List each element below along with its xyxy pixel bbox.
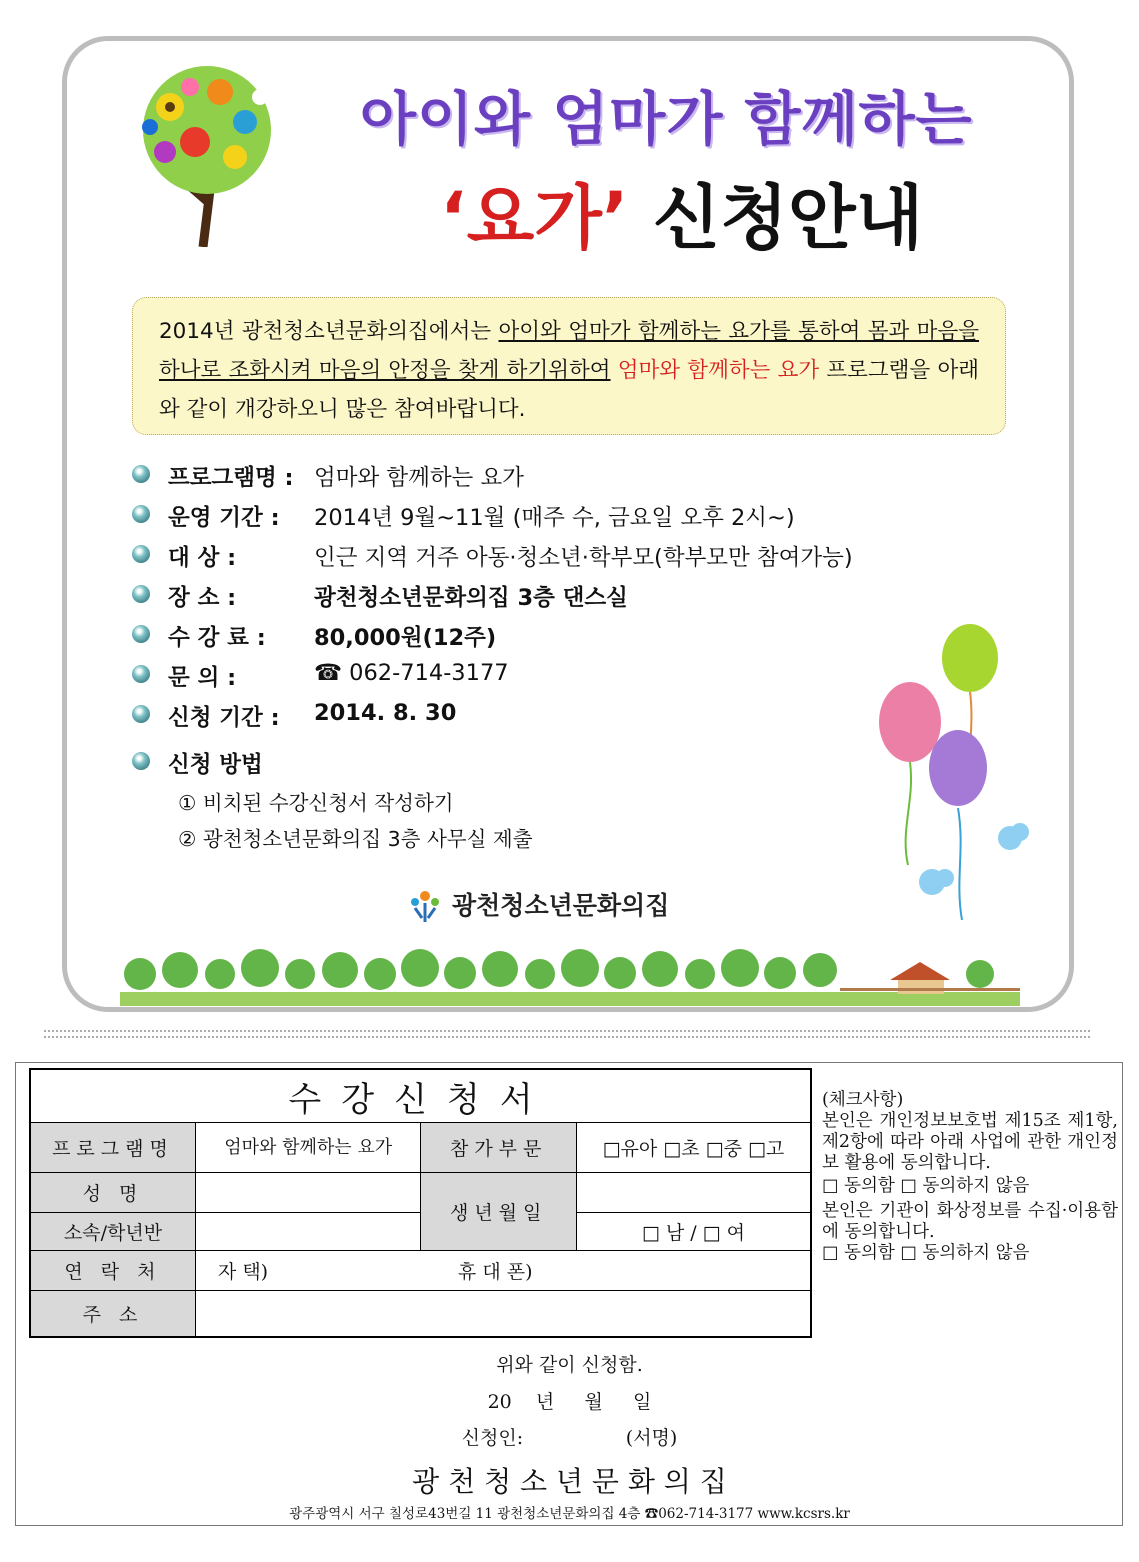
info-value: 엄마와 함께하는 요가 <box>314 465 524 491</box>
bullet-icon <box>132 585 150 603</box>
applicant-line: 신청인: (서명) <box>461 1427 678 1449</box>
intro-red-text: 엄마와 함께하는 요가 <box>610 358 820 383</box>
bullet-icon <box>132 665 150 683</box>
division-options[interactable]: □유아 □초 □중 □고 <box>576 1123 811 1173</box>
info-label: 장 소 : <box>168 585 237 611</box>
bullet-icon <box>132 705 150 723</box>
bullet-icon <box>132 545 150 563</box>
program-value: 엄마와 함께하는 요가 <box>195 1123 421 1173</box>
info-value: 광천청소년문화의집 3층 댄스실 <box>314 585 628 611</box>
info-label: 문 의 : <box>168 665 237 691</box>
division-label: 참가부문 <box>421 1123 576 1173</box>
intro-underline-text: 아이와 엄마가 함께하는 요가를 통하여 몸과 마음을 하나로 조화시켜 마음의 안정을 찾게 하기위하여 <box>159 319 979 383</box>
consent-text-2: 본인은 기관이 화상정보를 수집·이용함에 동의합니다. <box>822 1201 1118 1242</box>
flower-tree-illustration <box>125 62 290 247</box>
school-label: 소속/학년반 <box>30 1213 195 1251</box>
intro-box <box>132 297 1006 435</box>
info-value: 80,000원(12주) <box>314 625 497 651</box>
consent-checklist <box>822 1090 1118 1264</box>
checklist-heading: (체크사항) <box>822 1090 904 1110</box>
contact-label: 연 락 처 <box>30 1251 195 1291</box>
info-value: ☎ 062-714-3177 <box>314 660 509 686</box>
org-logo-text: 광천청소년문화의집 <box>452 891 670 920</box>
org-logo-icon <box>410 890 440 924</box>
application-form-table <box>29 1068 812 1338</box>
info-label: 프로그램명 : <box>168 465 294 491</box>
intro-text: 2014년 광천청소년문화의집에서는 <box>159 319 499 344</box>
info-label: 신청 방법 <box>168 752 263 778</box>
bullet-icon <box>132 465 150 483</box>
trees-landscape-illustration <box>120 940 1020 1006</box>
program-label: 프로그램명 <box>30 1123 195 1173</box>
birth-field[interactable] <box>576 1173 811 1213</box>
org-logo <box>410 886 669 924</box>
address-label: 주 소 <box>30 1291 195 1337</box>
gender-options[interactable]: □ 남 / □ 여 <box>576 1213 811 1251</box>
step-item: ② 광천청소년문화의집 3층 사무실 제출 <box>178 827 533 851</box>
step-item: ① 비치된 수강신청서 작성하기 <box>178 791 454 815</box>
name-label: 성 명 <box>30 1173 195 1213</box>
info-value: 2014년 9월~11월 (매주 수, 금요일 오후 2시~) <box>314 505 795 531</box>
school-field[interactable] <box>195 1213 421 1251</box>
consent-options-2[interactable]: □ 동의함 □ 동의하지 않음 <box>822 1243 1030 1263</box>
bullet-icon <box>132 625 150 643</box>
info-label: 수 강 료 : <box>168 625 266 651</box>
info-value: 2014. 8. 30 <box>314 700 457 726</box>
address-footer: 광주광역시 서구 칠성로43번길 11 광천청소년문화의집 4층 ☎062-714-3177 www.kcsrs.kr <box>289 1506 850 1522</box>
title-yoga: ‘요가’ <box>440 177 629 259</box>
info-label: 대 상 : <box>168 545 237 571</box>
intro-end-text: 프로그램을 아래와 같이 개강하오니 많은 참여바랍니다. <box>159 358 979 422</box>
name-field[interactable] <box>195 1173 421 1213</box>
apply-statement: 위와 같이 신청함. <box>496 1354 643 1376</box>
balloons-illustration <box>870 620 1030 930</box>
info-label: 운영 기간 : <box>168 505 280 531</box>
page-title-line2 <box>440 162 923 263</box>
title-rest: 신청안내 <box>628 177 924 259</box>
cut-line-divider <box>44 1030 1090 1038</box>
info-value: 인근 지역 거주 아동·청소년·학부모(학부모만 참여가능) <box>314 545 853 571</box>
address-field[interactable] <box>195 1291 811 1337</box>
form-title: 수강신청서 <box>30 1069 811 1123</box>
page-title-line1: 아이와 엄마가 함께하는 <box>360 85 973 153</box>
mobile-phone-label: 휴 대 폰) <box>457 1261 533 1283</box>
contact-field[interactable] <box>195 1251 811 1291</box>
org-name-footer: 광 천 청 소 년 문 화 의 집 <box>412 1465 727 1498</box>
home-phone-label: 자 택) <box>217 1261 269 1283</box>
bullet-icon <box>132 505 150 523</box>
info-label: 신청 기간 : <box>168 705 280 731</box>
bullet-icon <box>132 752 150 770</box>
consent-text-1: 본인은 개인정보보호법 제15조 제1항, 제2항에 따라 아래 사업에 관한 개인정보 활용에 동의합니다. <box>822 1111 1118 1173</box>
consent-options-1[interactable]: □ 동의함 □ 동의하지 않음 <box>822 1176 1030 1196</box>
date-line: 20 년 월 일 <box>487 1391 652 1413</box>
birth-label: 생년월일 <box>421 1173 576 1251</box>
